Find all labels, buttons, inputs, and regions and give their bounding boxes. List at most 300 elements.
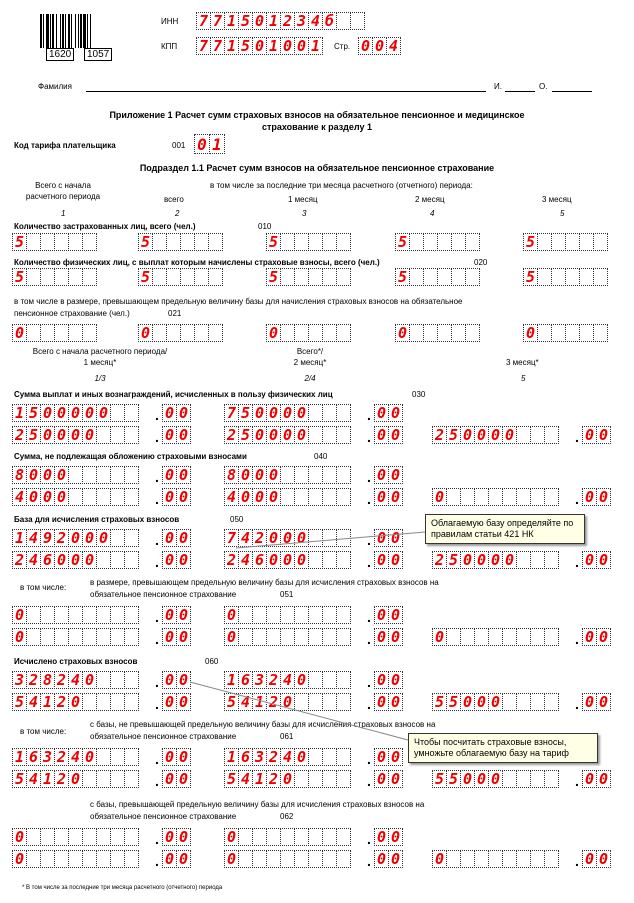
digit-cell[interactable]: 0 bbox=[582, 693, 597, 711]
digit-cell[interactable]: 0 bbox=[523, 324, 538, 342]
tooltip-calc-contributions: Чтобы посчитать страховые взносы, умножьте облагаемую базу на тариф bbox=[408, 733, 598, 763]
digit-cell[interactable]: 0 bbox=[26, 488, 41, 506]
digit-cell[interactable]: 0 bbox=[176, 426, 191, 444]
digit-cell[interactable]: 0 bbox=[176, 488, 191, 506]
digit-cell[interactable]: 0 bbox=[266, 488, 281, 506]
digit-cell[interactable]: 2 bbox=[54, 770, 69, 788]
digit-cell[interactable]: 9 bbox=[40, 529, 55, 547]
digit-cell[interactable]: б bbox=[322, 12, 337, 30]
digit-cell[interactable]: 4 bbox=[12, 488, 27, 506]
digit-cell[interactable]: 0 bbox=[162, 693, 177, 711]
digit-cell[interactable]: 0 bbox=[266, 404, 281, 422]
digit-cell[interactable]: 4 bbox=[280, 671, 295, 689]
digit-cell[interactable]: 5 bbox=[446, 693, 461, 711]
digit-cell[interactable]: 5 bbox=[432, 693, 447, 711]
digit-cell[interactable]: 0 bbox=[162, 529, 177, 547]
decimal-separator: . bbox=[155, 491, 159, 507]
decimal-separator: . bbox=[367, 407, 371, 423]
digit-cell[interactable]: 0 bbox=[374, 770, 389, 788]
digit-cell[interactable]: 0 bbox=[280, 693, 295, 711]
digit-cell[interactable]: 0 bbox=[388, 606, 403, 624]
digit-cell[interactable]: 0 bbox=[176, 748, 191, 766]
digit-cell[interactable]: 0 bbox=[280, 529, 295, 547]
decimal-separator: . bbox=[575, 429, 579, 445]
decimal-separator: . bbox=[155, 554, 159, 570]
digit-cell[interactable]: 5 bbox=[523, 268, 538, 286]
digit-cell[interactable]: 0 bbox=[474, 551, 489, 569]
digit-cell[interactable]: 0 bbox=[252, 426, 267, 444]
digit-cell[interactable]: 8 bbox=[224, 466, 239, 484]
col-total-line1: Всего с начала bbox=[35, 181, 91, 190]
digit-cell[interactable]: 1 bbox=[308, 37, 323, 55]
col2-all1: Всего*/ bbox=[296, 347, 324, 356]
digit-cell[interactable]: 0 bbox=[252, 466, 267, 484]
digit-cell[interactable]: 2 bbox=[12, 551, 27, 569]
digit-cell[interactable]: 0 bbox=[294, 37, 309, 55]
digit-cell[interactable]: 5 bbox=[446, 426, 461, 444]
digit-cell[interactable]: 4 bbox=[26, 770, 41, 788]
row-060-code: 060 bbox=[205, 657, 219, 666]
digit-cell[interactable]: 5 bbox=[266, 233, 281, 251]
row-030-label: Сумма выплат и иных вознаграждений, исчисленных в пользу физических лиц bbox=[14, 390, 333, 399]
digit-cell[interactable]: 0 bbox=[224, 850, 239, 868]
digit-cell[interactable]: 0 bbox=[596, 770, 611, 788]
digit-cell[interactable]: 0 bbox=[582, 770, 597, 788]
digit-cell[interactable]: 8 bbox=[40, 671, 55, 689]
digit-cell[interactable]: 5 bbox=[138, 233, 153, 251]
decimal-separator: . bbox=[155, 631, 159, 647]
digit-cell[interactable]: 4 bbox=[68, 671, 83, 689]
digit-cell[interactable]: 0 bbox=[460, 551, 475, 569]
digit-cell[interactable]: 0 bbox=[96, 404, 111, 422]
digit-cell[interactable]: 0 bbox=[40, 404, 55, 422]
digit-cell[interactable]: 0 bbox=[374, 404, 389, 422]
digit-cell[interactable]: 0 bbox=[374, 628, 389, 646]
digit-cell[interactable]: 0 bbox=[162, 770, 177, 788]
digit-cell[interactable]: 0 bbox=[68, 404, 83, 422]
digit-cell[interactable]: 0 bbox=[12, 606, 27, 624]
row-062-label2: обязательное пенсионное страхование bbox=[90, 812, 237, 821]
digit-cell[interactable]: 0 bbox=[252, 37, 267, 55]
digit-cell[interactable]: 2 bbox=[54, 671, 69, 689]
digit-cell[interactable]: 1 bbox=[224, 748, 239, 766]
digit-cell[interactable]: 5 bbox=[238, 426, 253, 444]
digit-cell[interactable]: 5 bbox=[446, 551, 461, 569]
digit-cell[interactable]: 0 bbox=[294, 551, 309, 569]
digit-cell[interactable]: 0 bbox=[460, 770, 475, 788]
row-050-code: 050 bbox=[230, 515, 244, 524]
digit-cell[interactable]: 0 bbox=[252, 488, 267, 506]
digit-cell[interactable]: 0 bbox=[502, 551, 517, 569]
digit-cell[interactable]: 0 bbox=[252, 12, 267, 30]
digit-cell[interactable]: 0 bbox=[432, 628, 447, 646]
col2-num1: 1/3 bbox=[94, 374, 106, 383]
digit-cell[interactable]: 7 bbox=[196, 12, 211, 30]
digit-cell[interactable]: 1 bbox=[12, 529, 27, 547]
digit-cell[interactable]: 8 bbox=[12, 466, 27, 484]
digit-cell[interactable]: 1 bbox=[266, 37, 281, 55]
decimal-separator: . bbox=[155, 469, 159, 485]
digit-cell[interactable]: 1 bbox=[40, 693, 55, 711]
digit-cell[interactable]: 4 bbox=[238, 529, 253, 547]
digit-cell[interactable]: 0 bbox=[388, 770, 403, 788]
digit-cell[interactable]: 0 bbox=[12, 324, 27, 342]
digit-cell[interactable]: 0 bbox=[26, 466, 41, 484]
digit-cell[interactable]: 0 bbox=[40, 426, 55, 444]
row-062-code: 062 bbox=[280, 812, 294, 821]
digit-cell[interactable]: 0 bbox=[162, 488, 177, 506]
digit-cell[interactable]: 0 bbox=[266, 529, 281, 547]
row-021-label1: в том числе в размере, превышающем предельную величину базы для начисления страховых взносов на обязательное bbox=[14, 297, 463, 306]
digit-cell[interactable]: 0 bbox=[82, 671, 97, 689]
digit-cell[interactable]: 0 bbox=[294, 529, 309, 547]
digit-cell[interactable]: 5 bbox=[26, 426, 41, 444]
digit-cell[interactable]: 0 bbox=[488, 693, 503, 711]
digit-cell[interactable]: 0 bbox=[460, 426, 475, 444]
tooltip-pointer-2 bbox=[190, 682, 408, 740]
col2-total2: 1 месяц* bbox=[83, 358, 117, 367]
digit-cell[interactable]: 0 bbox=[582, 850, 597, 868]
digit-cell[interactable]: 0 bbox=[374, 426, 389, 444]
digit-cell[interactable]: 2 bbox=[26, 671, 41, 689]
digit-cell[interactable]: 0 bbox=[280, 404, 295, 422]
digit-cell[interactable]: 0 bbox=[176, 693, 191, 711]
digit-cell[interactable]: 0 bbox=[388, 693, 403, 711]
digit-cell[interactable]: 0 bbox=[294, 426, 309, 444]
decimal-separator: . bbox=[575, 696, 579, 712]
digit-cell[interactable]: 7 bbox=[210, 12, 225, 30]
digit-cell[interactable]: 0 bbox=[162, 404, 177, 422]
digit-cell[interactable]: 5 bbox=[446, 770, 461, 788]
digit-cell[interactable]: 0 bbox=[176, 628, 191, 646]
digit-cell[interactable]: 0 bbox=[176, 551, 191, 569]
col2-num2: 2/4 bbox=[304, 374, 316, 383]
col-total-line2: расчетного периода bbox=[25, 192, 101, 201]
digit-cell[interactable]: 2 bbox=[266, 693, 281, 711]
digit-cell[interactable]: 0 bbox=[388, 466, 403, 484]
digit-cell[interactable]: 3 bbox=[40, 748, 55, 766]
digit-cell[interactable]: 0 bbox=[388, 529, 403, 547]
digit-cell[interactable]: 6 bbox=[26, 748, 41, 766]
digit-cell[interactable]: 2 bbox=[54, 693, 69, 711]
digit-cell[interactable]: 0 bbox=[374, 748, 389, 766]
digit-cell[interactable]: 0 bbox=[68, 426, 83, 444]
digit-cell[interactable]: 0 bbox=[82, 551, 97, 569]
digit-cell[interactable]: 0 bbox=[252, 404, 267, 422]
digit-cell[interactable]: 0 bbox=[388, 748, 403, 766]
row-061-code: 061 bbox=[280, 732, 294, 741]
digit-cell[interactable]: 0 bbox=[280, 770, 295, 788]
digit-cell[interactable]: 5 bbox=[12, 268, 27, 286]
row-051-label1: в размере, превышающем предельную величину базы для исчисления страховых взносов на bbox=[90, 578, 439, 587]
tooltip-pointer-1 bbox=[236, 532, 425, 548]
digit-cell[interactable]: 0 bbox=[176, 850, 191, 868]
digit-cell[interactable]: 0 bbox=[488, 426, 503, 444]
digit-cell[interactable]: 5 bbox=[266, 268, 281, 286]
digit-cell[interactable]: 4 bbox=[224, 488, 239, 506]
digit-cell[interactable]: 0 bbox=[388, 628, 403, 646]
digit-cell[interactable]: 1 bbox=[266, 12, 281, 30]
digit-cell[interactable]: 5 bbox=[12, 233, 27, 251]
digit-cell[interactable]: 4 bbox=[238, 551, 253, 569]
digit-cell[interactable]: 0 bbox=[12, 828, 27, 846]
digit-cell[interactable]: 1 bbox=[209, 134, 225, 154]
decimal-separator: . bbox=[367, 751, 371, 767]
decimal-separator: . bbox=[367, 469, 371, 485]
digit-cell[interactable]: 0 bbox=[162, 466, 177, 484]
digit-cell[interactable]: 2 bbox=[280, 12, 295, 30]
digit-cell[interactable]: 0 bbox=[238, 488, 253, 506]
digit-cell[interactable]: 2 bbox=[266, 770, 281, 788]
digit-cell[interactable]: 0 bbox=[374, 488, 389, 506]
digit-cell[interactable]: 0 bbox=[82, 529, 97, 547]
digit-cell[interactable]: 5 bbox=[224, 770, 239, 788]
digit-cell[interactable]: 2 bbox=[266, 671, 281, 689]
digit-cell[interactable]: 0 bbox=[224, 628, 239, 646]
digit-cell[interactable]: 0 bbox=[388, 850, 403, 868]
row-020-code: 020 bbox=[474, 258, 488, 267]
digit-cell[interactable]: 0 bbox=[488, 770, 503, 788]
digit-cell[interactable]: 0 bbox=[162, 828, 177, 846]
decimal-separator: . bbox=[575, 491, 579, 507]
digit-cell[interactable]: 0 bbox=[176, 828, 191, 846]
digit-cell[interactable]: 0 bbox=[596, 488, 611, 506]
digit-cell[interactable]: 0 bbox=[388, 828, 403, 846]
row-050-label: База для исчисления страховых взносов bbox=[14, 515, 180, 524]
digit-cell[interactable]: 0 bbox=[176, 466, 191, 484]
digit-cell[interactable]: 0 bbox=[582, 551, 597, 569]
digit-cell[interactable]: 6 bbox=[238, 748, 253, 766]
digit-cell[interactable]: 0 bbox=[280, 37, 295, 55]
digit-cell[interactable]: 5 bbox=[12, 693, 27, 711]
digit-cell[interactable]: 0 bbox=[374, 693, 389, 711]
digit-cell[interactable]: 0 bbox=[68, 529, 83, 547]
digit-cell[interactable]: 0 bbox=[582, 488, 597, 506]
row-062-label1: с базы, превышающей предельную величину базы для исчисления страховых взносов на bbox=[90, 800, 425, 809]
digit-cell[interactable]: 5 bbox=[238, 12, 253, 30]
decimal-separator: . bbox=[155, 831, 159, 847]
digit-cell[interactable]: 0 bbox=[68, 693, 83, 711]
digit-cell[interactable]: 0 bbox=[138, 324, 153, 342]
digit-cell[interactable]: 0 bbox=[432, 488, 447, 506]
digit-cell[interactable]: 0 bbox=[432, 850, 447, 868]
digit-cell[interactable]: 4 bbox=[386, 37, 401, 55]
digit-cell[interactable]: 0 bbox=[82, 404, 97, 422]
digit-cell[interactable]: 0 bbox=[474, 770, 489, 788]
digit-cell[interactable]: 1 bbox=[12, 404, 27, 422]
digit-cell[interactable]: 0 bbox=[372, 37, 387, 55]
digit-cell[interactable]: 0 bbox=[596, 551, 611, 569]
digit-cell[interactable]: 0 bbox=[596, 850, 611, 868]
decimal-separator: . bbox=[367, 631, 371, 647]
col-num-5: 5 bbox=[560, 209, 565, 218]
digit-cell[interactable]: 2 bbox=[432, 551, 447, 569]
digit-cell[interactable]: 0 bbox=[224, 828, 239, 846]
digit-cell[interactable]: 0 bbox=[162, 850, 177, 868]
digit-cell[interactable]: 7 bbox=[224, 529, 239, 547]
digit-cell[interactable]: 0 bbox=[96, 529, 111, 547]
digit-cell[interactable]: 1 bbox=[224, 671, 239, 689]
digit-cell[interactable]: 0 bbox=[54, 466, 69, 484]
digit-cell[interactable]: 1 bbox=[252, 693, 267, 711]
row-051-prefix: в том числе: bbox=[20, 583, 67, 592]
digit-cell[interactable]: 0 bbox=[162, 606, 177, 624]
digit-cell[interactable]: 0 bbox=[474, 426, 489, 444]
digit-cell[interactable]: 5 bbox=[523, 233, 538, 251]
digit-cell[interactable]: 0 bbox=[582, 628, 597, 646]
digit-cell[interactable]: 0 bbox=[596, 426, 611, 444]
digit-cell[interactable]: 0 bbox=[582, 426, 597, 444]
digit-cell[interactable]: 5 bbox=[12, 770, 27, 788]
digit-cell[interactable]: 0 bbox=[176, 529, 191, 547]
digit-cell[interactable]: 3 bbox=[294, 12, 309, 30]
digit-cell[interactable]: 0 bbox=[502, 426, 517, 444]
digit-cell[interactable]: 5 bbox=[238, 37, 253, 55]
digit-cell[interactable]: 5 bbox=[138, 268, 153, 286]
digit-cell[interactable]: 2 bbox=[54, 529, 69, 547]
digit-cell[interactable]: 0 bbox=[54, 551, 69, 569]
digit-cell[interactable]: 0 bbox=[294, 748, 309, 766]
digit-cell[interactable]: 0 bbox=[82, 426, 97, 444]
digit-cell[interactable]: 1 bbox=[224, 12, 239, 30]
digit-cell[interactable]: 0 bbox=[12, 628, 27, 646]
digit-cell[interactable]: 0 bbox=[176, 606, 191, 624]
digit-cell[interactable]: 0 bbox=[294, 671, 309, 689]
digit-cell[interactable]: 2 bbox=[224, 426, 239, 444]
digit-cell[interactable]: 5 bbox=[26, 404, 41, 422]
digit-cell[interactable]: 4 bbox=[238, 770, 253, 788]
digit-cell[interactable]: 0 bbox=[474, 693, 489, 711]
digit-cell[interactable]: 0 bbox=[266, 466, 281, 484]
digit-cell[interactable]: 0 bbox=[40, 466, 55, 484]
digit-cell[interactable]: 0 bbox=[54, 404, 69, 422]
digit-cell[interactable]: 5 bbox=[395, 268, 410, 286]
digit-cell[interactable]: 0 bbox=[12, 850, 27, 868]
digit-cell[interactable]: 2 bbox=[266, 748, 281, 766]
digit-cell[interactable]: 0 bbox=[266, 426, 281, 444]
digit-cell[interactable]: 4 bbox=[238, 693, 253, 711]
digit-cell[interactable]: 1 bbox=[252, 770, 267, 788]
digit-cell[interactable]: 0 bbox=[162, 426, 177, 444]
digit-cell[interactable]: 0 bbox=[374, 529, 389, 547]
surname-label: Фамилия bbox=[38, 82, 72, 91]
digit-cell[interactable]: 0 bbox=[162, 748, 177, 766]
digit-cell[interactable]: 0 bbox=[280, 551, 295, 569]
digit-cell[interactable]: 0 bbox=[54, 426, 69, 444]
digit-cell[interactable]: 5 bbox=[224, 693, 239, 711]
digit-cell[interactable]: 0 bbox=[238, 466, 253, 484]
digit-cell[interactable]: 3 bbox=[252, 748, 267, 766]
digit-cell[interactable]: 4 bbox=[280, 748, 295, 766]
digit-cell[interactable]: 5 bbox=[432, 770, 447, 788]
page-label: Стр. bbox=[334, 42, 351, 51]
digit-cell[interactable]: 0 bbox=[68, 551, 83, 569]
initial-o-label: О. bbox=[539, 82, 548, 91]
digit-cell[interactable]: 0 bbox=[176, 671, 191, 689]
digit-cell[interactable]: 0 bbox=[460, 693, 475, 711]
digit-cell[interactable]: 2 bbox=[432, 426, 447, 444]
digit-cell[interactable]: 0 bbox=[395, 324, 410, 342]
digit-cell[interactable]: 7 bbox=[196, 37, 211, 55]
digit-cell[interactable]: 0 bbox=[82, 748, 97, 766]
digit-cell[interactable]: 0 bbox=[176, 770, 191, 788]
digit-cell[interactable]: 1 bbox=[12, 748, 27, 766]
digit-cell[interactable]: 6 bbox=[252, 551, 267, 569]
digit-cell[interactable]: 0 bbox=[374, 828, 389, 846]
digit-cell[interactable]: 2 bbox=[54, 748, 69, 766]
digit-cell[interactable]: 0 bbox=[596, 628, 611, 646]
digit-cell[interactable]: 0 bbox=[280, 426, 295, 444]
digit-cell[interactable]: 0 bbox=[194, 134, 210, 154]
row-010-label: Количество застрахованных лиц, всего (чел.) bbox=[14, 222, 196, 231]
digit-cell[interactable]: 0 bbox=[374, 850, 389, 868]
decimal-separator: . bbox=[575, 631, 579, 647]
digit-cell[interactable]: 0 bbox=[388, 404, 403, 422]
digit-cell[interactable]: 1 bbox=[40, 770, 55, 788]
col2-num3: 5 bbox=[521, 374, 526, 383]
digit-cell[interactable]: 2 bbox=[252, 529, 267, 547]
digit-cell[interactable]: 7 bbox=[210, 37, 225, 55]
decimal-separator: . bbox=[575, 853, 579, 869]
digit-cell[interactable]: 0 bbox=[596, 693, 611, 711]
digit-cell[interactable]: 0 bbox=[266, 551, 281, 569]
digit-cell[interactable]: 0 bbox=[294, 404, 309, 422]
digit-cell[interactable]: 4 bbox=[26, 551, 41, 569]
digit-cell[interactable]: 0 bbox=[488, 551, 503, 569]
digit-cell[interactable]: 7 bbox=[224, 404, 239, 422]
digit-cell[interactable]: 2 bbox=[12, 426, 27, 444]
digit-cell[interactable]: 0 bbox=[388, 488, 403, 506]
digit-cell[interactable]: 0 bbox=[358, 37, 373, 55]
tooltip-taxable-base: Облагаемую базу определяйте по правилам статьи 421 НК bbox=[425, 514, 585, 544]
digit-cell[interactable]: 4 bbox=[68, 748, 83, 766]
digit-cell[interactable]: 6 bbox=[238, 671, 253, 689]
digit-cell[interactable]: 2 bbox=[224, 551, 239, 569]
digit-cell[interactable]: 0 bbox=[266, 324, 281, 342]
row-061-prefix: в том числе: bbox=[20, 727, 67, 736]
digit-cell[interactable]: 4 bbox=[308, 12, 323, 30]
col-num-2: 2 bbox=[175, 209, 180, 218]
digit-cell[interactable]: 0 bbox=[374, 551, 389, 569]
digit-cell[interactable]: 4 bbox=[26, 529, 41, 547]
digit-cell[interactable]: 0 bbox=[388, 671, 403, 689]
digit-cell[interactable]: 5 bbox=[238, 404, 253, 422]
digit-cell[interactable]: 0 bbox=[54, 488, 69, 506]
digit-cell[interactable]: 1 bbox=[224, 37, 239, 55]
col2-all2: 2 месяц* bbox=[293, 358, 327, 367]
digit-cell[interactable]: 0 bbox=[374, 606, 389, 624]
digit-cell[interactable]: 0 bbox=[224, 606, 239, 624]
digit-cell[interactable]: 0 bbox=[162, 628, 177, 646]
digit-cell[interactable]: 5 bbox=[395, 233, 410, 251]
digit-cell[interactable]: 0 bbox=[68, 770, 83, 788]
digit-cell[interactable]: 0 bbox=[374, 466, 389, 484]
digit-cell[interactable]: 3 bbox=[12, 671, 27, 689]
digit-cell[interactable]: 0 bbox=[162, 671, 177, 689]
digit-cell[interactable]: 0 bbox=[388, 426, 403, 444]
row-060-label: Исчислено страховых взносов bbox=[14, 657, 138, 666]
digit-cell[interactable]: 0 bbox=[374, 671, 389, 689]
digit-cell[interactable]: 4 bbox=[26, 693, 41, 711]
digit-cell[interactable]: 0 bbox=[162, 551, 177, 569]
digit-cell[interactable]: 0 bbox=[388, 551, 403, 569]
digit-cell[interactable]: 3 bbox=[252, 671, 267, 689]
decimal-separator: . bbox=[367, 674, 371, 690]
digit-cell[interactable]: 0 bbox=[176, 404, 191, 422]
digit-cell[interactable]: 6 bbox=[40, 551, 55, 569]
digit-cell[interactable]: 0 bbox=[40, 488, 55, 506]
decimal-separator: . bbox=[367, 532, 371, 548]
